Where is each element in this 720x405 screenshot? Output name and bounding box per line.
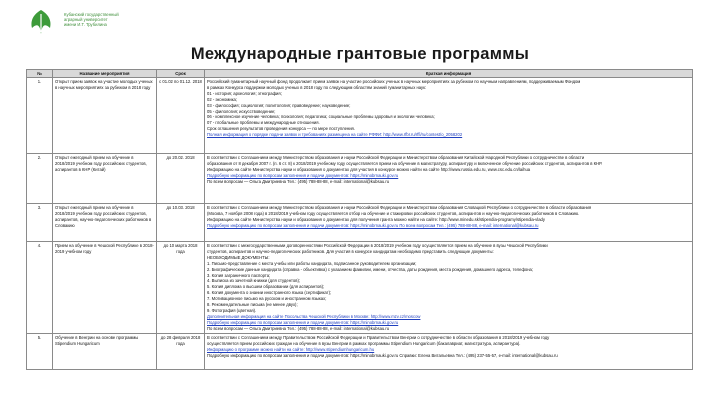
table-row: [27, 154, 693, 204]
row-term: с 01.02 по 01.12. 2018: [157, 78, 205, 154]
info-line: 06 - комплексное изучение человека; психология; педагогика; социальные проблемы здоровья и экологии человека;: [207, 114, 435, 120]
info-line: Срок оглашения результатов проведения конкурса — по мере поступления.: [207, 126, 355, 132]
row-number: 1.: [27, 78, 53, 154]
logo-line: аграрный университет: [64, 17, 108, 23]
info-line: студентов, аспирантов и научно-педагогических работников. Для участия в конкурсе кандидатам необходимо представить следующие документы:: [207, 248, 494, 254]
column-header-info: Краткая информация: [205, 70, 693, 78]
row-term: до 10 марта 2018 года: [157, 242, 205, 334]
info-line: 01 - история; археология; этнография;: [207, 90, 282, 96]
row-term: до 28 февраля 2018 года: [157, 334, 205, 370]
info-line: В соответствии с Соглашением между Министерством образования и науки Российской Федерации и Министерством образования Словацкой Республики о сотрудничестве в области образования: [207, 205, 592, 210]
row-number: 5.: [27, 334, 53, 370]
logo-line: Кубанский государственный: [64, 12, 119, 17]
row-name: Открыт ежегодный прием на обучение в 2018/2019 учебном году российских студентов, аспирантов в КНР (Китай): [53, 154, 157, 204]
row-info: [205, 242, 693, 334]
info-line: По всем вопросам — Ольга Дмитриевна Тел.: (495) 788-88-88, e-mail: international@kubsau.ru: [207, 325, 390, 331]
info-line: 8. Рекомендательные письма (не менее двух);: [207, 302, 298, 308]
table-row: [27, 242, 693, 334]
row-info: [205, 154, 693, 204]
row-name: Открыт прием заявок на участие молодых ученых в научных мероприятиях за рубежом в 2018 году: [53, 78, 157, 154]
info-line: НЕОБХОДИМЫЕ ДОКУМЕНТЫ:: [207, 254, 270, 260]
logo-line: имени И.Т. Трубилина: [64, 22, 107, 28]
info-line: Российский гуманитарный научный фонд продолжает прием заявок на участие российских ученых в научных мероприятиях за рубежом по научным направлениям, поддерживаемым Фондом: [207, 79, 581, 84]
info-line: осуществляется прием российских граждан на обучение в вузы Венгрии в рамках программы Stipendium Hungaricum (бакалавриат, магистратура, аспирантура).: [207, 340, 521, 346]
page-title: Международные грантовые программы: [190, 45, 530, 63]
university-logo: [26, 6, 119, 46]
minobrnauki-link[interactable]: Подробную информацию по вопросам заполнения и подачи документов: https://minobrnauki.gov.ru По всем вопросам Тел.: (495) 788-88-88, e-mail: international@kubsau.ru: [207, 222, 539, 228]
info-line: образования от 8 декабря 2007 г. (п. 6 ст. 8) к 2018/2019 учебному году осуществляется прием на обучение в магистратуру, аспирантуру и включенное обучение российских студентов, аспирантов в КНР.: [207, 160, 603, 166]
table-row: [27, 78, 693, 154]
minobrnauki-link[interactable]: Подробную информацию по вопросам заполнения и подачи документов: https://minobrnauki.gov.ru: [207, 172, 399, 178]
row-info: [205, 204, 693, 242]
row-name: Прием на обучение в Чешской Республике в 2018-2019 учебном году: [53, 242, 157, 334]
info-line: В соответствии с Соглашением между Правительством Российской Федерации и Правительством Венгрии о сотрудничестве в области образования в 2018/2019 учебном году: [207, 335, 550, 340]
table-header-row: [27, 70, 693, 78]
rfbr-link[interactable]: Полная информация о порядке подачи заявок и требованиях размещена на сайте РФФИ: http://www.rfbr.ru/rffi/ru/contest/o_2058202: [207, 132, 463, 138]
info-line: 07 - глобальные проблемы и международные отношения.: [207, 120, 320, 126]
info-line: В соответствии с межгосударственными договоренностями Российской Федерации в 2018/2019 учебном году осуществляется прием на обучение в вузы Чешской Республики: [207, 243, 548, 248]
column-header-name: Название мероприятия: [53, 70, 157, 78]
embassy-link[interactable]: Дополнительная информация на сайте Посольства Чешской Республики в Москве: http://www.mzv.cz/moscow: [207, 313, 421, 319]
info-line: (Москва, 7 ноября 2008 года) в 2018/2019 учебном году осуществляется отбор на обучение и стажировки российских студентов, аспирантов и научно-педагогических работников в Словакию.: [207, 210, 580, 216]
info-line: 6. Копия документа о знании иностранного языка (сертификат);: [207, 290, 332, 296]
hungaricum-link[interactable]: Информацию о программе можно найти на сайте: http://www.stipendiumhungaricum.hu: [207, 346, 375, 352]
info-line: 05 - филология; искусствоведение;: [207, 108, 276, 114]
row-number: 3.: [27, 204, 53, 242]
info-line: По всем вопросам — Ольга Дмитриевна Тел.: (495) 788-88-88, e-mail: international@kubsau.ru: [207, 178, 390, 184]
row-info: [205, 78, 693, 154]
row-name: Открыт ежегодный прием на обучение в 2018/2019 учебном году российских студентов, аспирантов, научно-педагогических работников в Словакию: [53, 204, 157, 242]
row-number: 4.: [27, 242, 53, 334]
info-line: Информацию на сайте Министерства науки и образования о документах для получения гранта можно найти на сайте: http://www.minedu.sk/stipendia-programy/stipendia-vlady: [207, 216, 545, 222]
row-term: до 10.03. 2018: [157, 204, 205, 242]
info-line: В соответствии с Соглашением между Министерством образования и науки Российской Федерации и Министерством образования Китайской Народной Республики о сотрудничестве в области: [207, 155, 585, 160]
info-line: Подробную информацию по вопросам заполнения и подачи документов: https://minobrnauki.gov.ru Справки: Елена Витальевна Тел.: (495) 237-55-57, e-mail: international@kubsau.ru: [207, 352, 558, 358]
info-line: 5. Копия диплома о высшем образовании (для аспирантов);: [207, 284, 325, 290]
column-header-number: №: [27, 70, 53, 78]
row-info: [205, 334, 693, 370]
row-number: 2.: [27, 154, 53, 204]
minobrnauki-link[interactable]: Подробную информацию по вопросам заполнения и подачи документов: https://minobrnauki.gov.ru: [207, 319, 399, 325]
info-line: 02 - экономика;: [207, 96, 237, 102]
grant-programs-table: [26, 69, 693, 370]
info-line: в рамках Конкурса поддержки молодых ученых в 2018 году по следующим областям знаний гуманитарных наук:: [207, 84, 427, 90]
info-line: 2. Биографические данные кандидата (справка - объективка) с указанием фамилии, имени, отчества, даты рождения, места рождения, домашнего адреса, телефона;: [207, 266, 534, 272]
leaf-logo-icon: [26, 8, 56, 36]
info-line: 3. Копия заграничного паспорта;: [207, 272, 271, 278]
info-line: 1. Письмо-представление с места учебы или работы кандидата, подписанное руководителем организации;: [207, 260, 417, 266]
column-header-term: Срок: [157, 70, 205, 78]
table-row: [27, 204, 693, 242]
table-row: [27, 334, 693, 370]
row-name: Обучение в Венгрии на основе программы Stipendium Hungaricum: [53, 334, 157, 370]
info-line: Информацию на сайте Министерства науки и образования о документах для участия в конкурсе можно найти на сайте http://www.russia.edu.ru, www.csc.edu.cn/laihua: [207, 166, 531, 172]
info-line: 03 - философия; социология; политология; правоведение; науковедение;: [207, 102, 351, 108]
row-term: до 20.02. 2018: [157, 154, 205, 204]
info-line: 9. Фотография (цветная).: [207, 307, 257, 313]
info-line: 4. Выписка из зачетной книжки (для студентов);: [207, 278, 300, 284]
info-line: 7. Мотивационное письмо на русском и иностранном языках;: [207, 296, 327, 302]
